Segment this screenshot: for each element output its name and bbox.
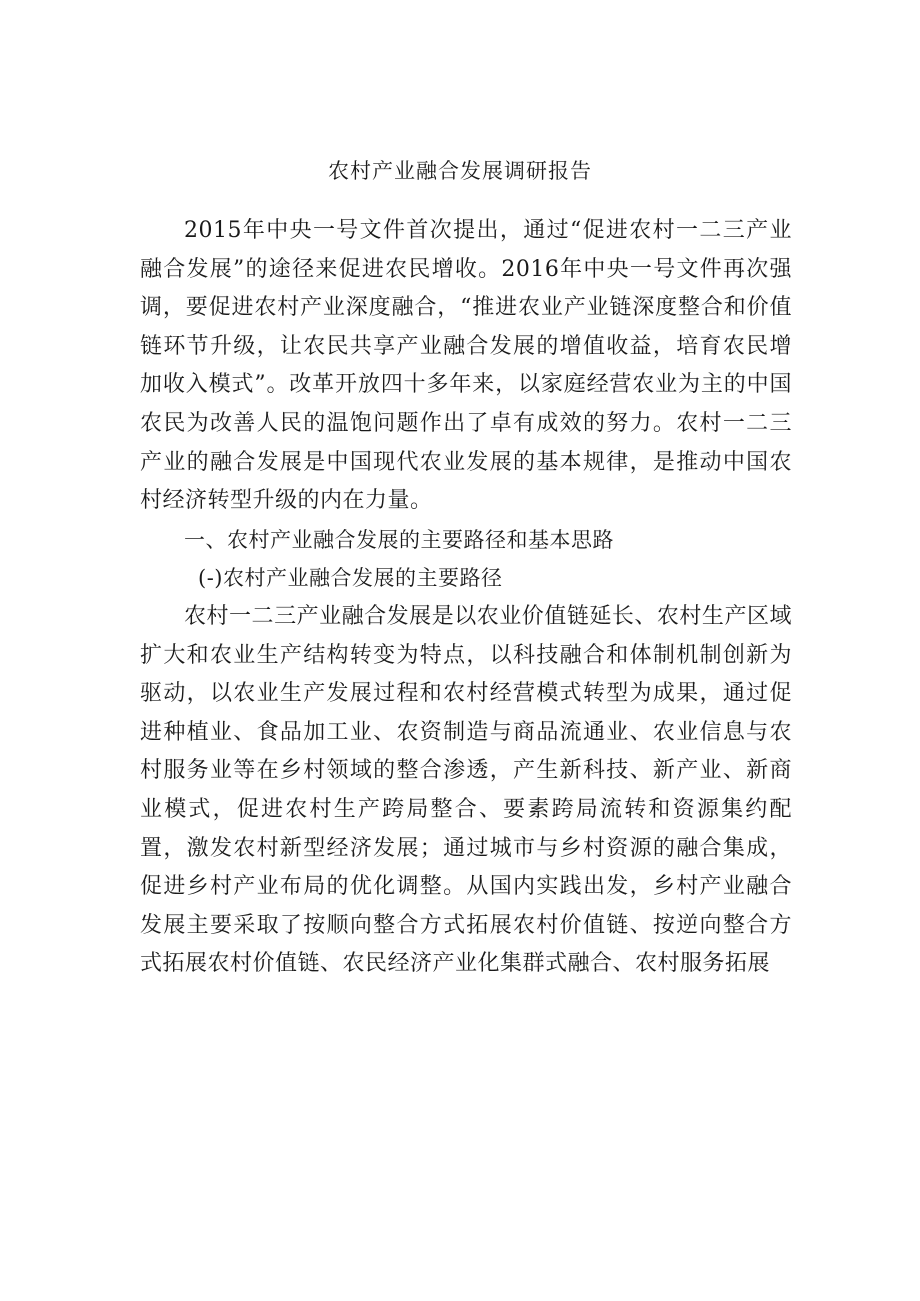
- document-body: [140, 212, 792, 984]
- section-heading: 一、农村产业融合发展的主要路径和基本思路: [184, 527, 614, 552]
- document-title: 农村产业融合发展调研报告: [328, 159, 592, 183]
- paragraph-intro: 2015年中央一号文件首次提出，通过“促进农村一二三产业融合发展”的途径来促进农民增收。2016年中央一号文件再次强调，要促进农村产业深度融合，“推进农业产业链深度整合和价值链环节升级，让农民共享产业融合发展的增值收益，培育农民增加收入模式”。改革开放四十多年来，以家庭经营农业为主的中国农民为改善人民的温饱问题作出了卓有成效的努力。农村一二三产业的融合发展是中国现代农业发展的基本规律，是推动中国农村经济转型升级的内在力量。: [140, 218, 792, 514]
- subsection-heading: (-)农村产业融合发展的主要路径: [198, 566, 503, 591]
- paragraph-main-paths: 农村一二三产业融合发展是以农业价值链延长、农村生产区域扩大和农业生产结构转变为特点，以科技融合和体制机制创新为驱动，以农业生产发展过程和农村经营模式转型为成果，通过促进种植业、食品加工业、农资制造与商品流通业、农业信息与农村服务业等在乡村领域的整合渗透，产生新科技、新产业、新商业模式，促进农村生产跨局整合、要素跨局流转和资源集约配置，激发农村新型经济发展；通过城市与乡村资源的融合集成，促进乡村产业布局的优化调整。从国内实践出发，乡村产业融合发展主要采取了按顺向整合方式拓展农村价值链、按逆向整合方式拓展农村价值链、农民经济产业化集群式融合、农村服务拓展: [140, 603, 792, 977]
